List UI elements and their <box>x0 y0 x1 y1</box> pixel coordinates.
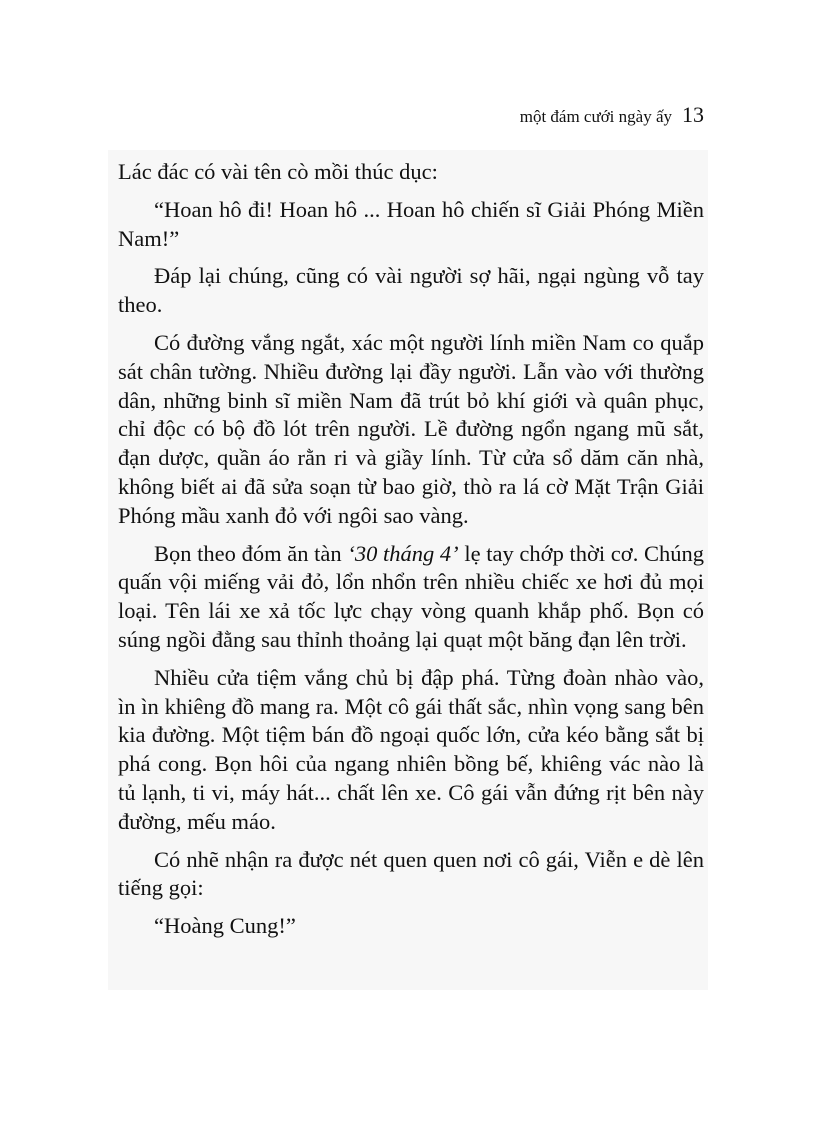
page-number: 13 <box>682 102 704 127</box>
page-header <box>520 102 704 128</box>
paragraph: Đáp lại chúng, cũng có vài người sợ hãi, ngại ngùng vỗ tay theo. <box>118 263 704 318</box>
paragraph: “Hoan hô đi! Hoan hô ... Hoan hô chiến sĩ Giải Phóng Miền Nam!” <box>118 196 704 251</box>
body-text <box>118 158 704 950</box>
emphasis-text: ‘30 tháng 4’ <box>347 540 459 566</box>
paragraph-text: lẹ tay chớp thời cơ. Chúng quấn vội miếng vải đỏ, lổn nhổn trên nhiều chiếc xe hơi đủ mọi loại. Tên lái xe xả tốc lực chạy vòng quanh khắp phố. Bọn có súng ngồi đằng sau thỉnh thoảng lại quạt một băng đạn lên trời. <box>118 540 704 652</box>
paragraph-text: Bọn theo đóm ăn tàn <box>154 540 348 566</box>
paragraph: Có đường vắng ngắt, xác một người lính miền Nam co quắp sát chân tường. Nhiều đường lại đầy người. Lẫn vào với thường dân, những binh sĩ miền Nam đã trút bỏ khí giới và quân phục, chỉ độc có bộ đồ lót trên người. Lề đường ngổn ngang mũ sắt, đạn dược, quần áo rằn ri và giầy lính. Từ cửa sổ dăm căn nhà, không biết ai đã sửa soạn từ bao giờ, thò ra lá cờ Mặt Trận Giải Phóng mầu xanh đỏ với ngôi sao vàng. <box>118 329 704 528</box>
paragraph: Lác đác có vài tên cò mồi thúc dục: <box>118 159 438 184</box>
running-title: một đám cưới ngày ấy <box>519 107 672 126</box>
paragraph: “Hoàng Cung!” <box>154 913 296 939</box>
paragraph: Nhiều cửa tiệm vắng chủ bị đập phá. Từng đoàn nhào vào, ìn ìn khiêng đồ mang ra. Một cô gái thất sắc, nhìn vọng sang bên kia đường. Một tiệm bán đồ ngoại quốc lớn, cửa kéo bằng sắt bị phá cong. Bọn hôi của ngang nhiên bồng bế, khiêng vác nào là tủ lạnh, ti vi, máy hát... chất lên xe. Cô gái vẫn đứng rịt bên này đường, mếu máo. <box>118 664 704 834</box>
paragraph <box>118 540 704 655</box>
paragraph: Có nhẽ nhận ra được nét quen quen nơi cô gái, Viễn e dè lên tiếng gọi: <box>118 846 704 901</box>
